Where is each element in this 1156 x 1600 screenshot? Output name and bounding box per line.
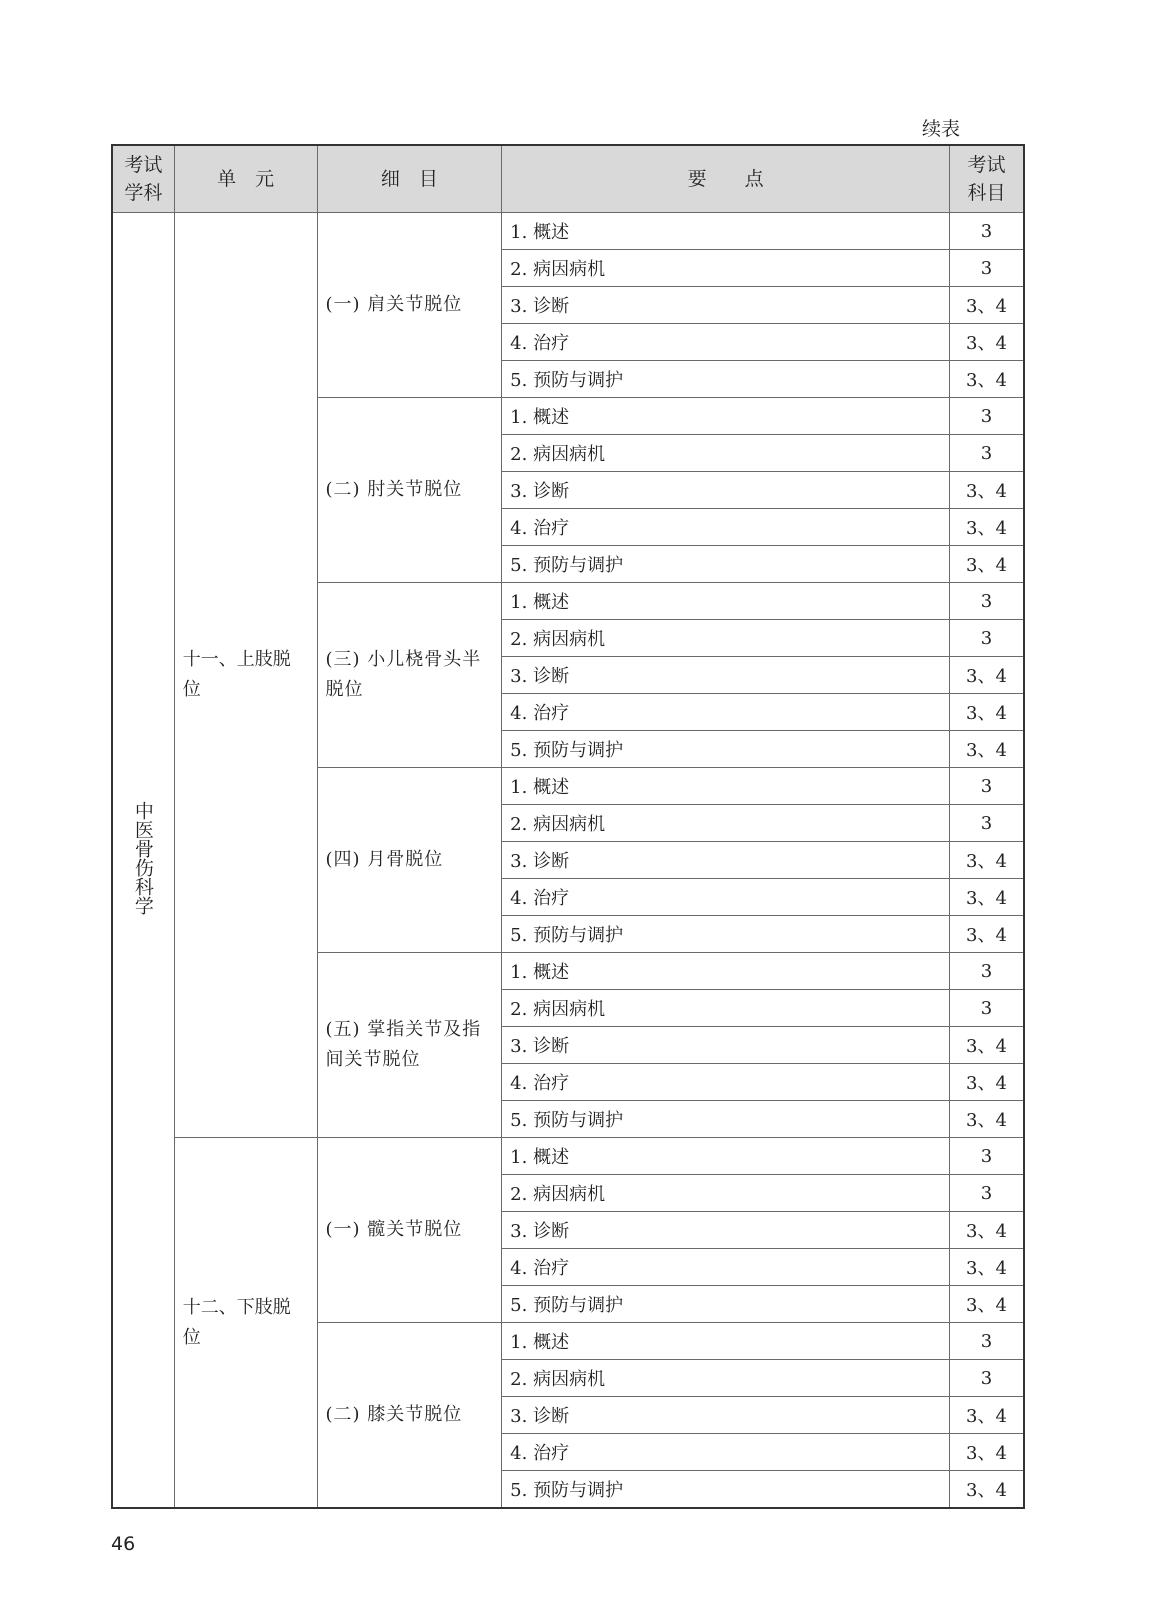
exam-cell: 3、4 bbox=[950, 1471, 1025, 1509]
exam-cell: 3、4 bbox=[950, 1212, 1025, 1249]
point-cell: 1. 概述 bbox=[502, 583, 950, 620]
exam-cell: 3 bbox=[950, 250, 1025, 287]
unit-cell: 十二、下肢脱位 bbox=[174, 1138, 317, 1509]
point-cell: 5. 预防与调护 bbox=[502, 1471, 950, 1509]
detail-cell: (五) 掌指关节及指间关节脱位 bbox=[317, 953, 502, 1138]
exam-cell: 3、4 bbox=[950, 324, 1025, 361]
unit-cell: 十一、上肢脱位 bbox=[174, 213, 317, 1138]
point-cell: 2. 病因病机 bbox=[502, 250, 950, 287]
point-cell: 1. 概述 bbox=[502, 398, 950, 435]
point-cell: 1. 概述 bbox=[502, 1138, 950, 1175]
point-cell: 4. 治疗 bbox=[502, 694, 950, 731]
point-cell: 2. 病因病机 bbox=[502, 805, 950, 842]
exam-cell: 3 bbox=[950, 213, 1025, 250]
header-point: 要 点 bbox=[502, 145, 950, 213]
point-cell: 5. 预防与调护 bbox=[502, 546, 950, 583]
point-cell: 3. 诊断 bbox=[502, 1212, 950, 1249]
exam-cell: 3、4 bbox=[950, 1286, 1025, 1323]
syllabus-table bbox=[111, 144, 1025, 1509]
point-cell: 4. 治疗 bbox=[502, 509, 950, 546]
point-cell: 1. 概述 bbox=[502, 768, 950, 805]
point-cell: 4. 治疗 bbox=[502, 879, 950, 916]
point-cell: 2. 病因病机 bbox=[502, 990, 950, 1027]
table-row bbox=[112, 213, 1024, 250]
exam-cell: 3 bbox=[950, 398, 1025, 435]
detail-cell: (二) 肘关节脱位 bbox=[317, 398, 502, 583]
point-cell: 1. 概述 bbox=[502, 1323, 950, 1360]
point-cell: 2. 病因病机 bbox=[502, 1175, 950, 1212]
point-cell: 3. 诊断 bbox=[502, 842, 950, 879]
header-row bbox=[112, 145, 1024, 213]
exam-cell: 3 bbox=[950, 953, 1025, 990]
point-cell: 3. 诊断 bbox=[502, 287, 950, 324]
subject-label: 中医骨伤科学 bbox=[131, 800, 154, 915]
header-detail: 细 目 bbox=[317, 145, 502, 213]
point-cell: 2. 病因病机 bbox=[502, 1360, 950, 1397]
exam-cell: 3、4 bbox=[950, 546, 1025, 583]
exam-cell: 3、4 bbox=[950, 1064, 1025, 1101]
point-cell: 4. 治疗 bbox=[502, 1249, 950, 1286]
point-cell: 4. 治疗 bbox=[502, 324, 950, 361]
table-row bbox=[112, 1138, 1024, 1175]
exam-cell: 3 bbox=[950, 805, 1025, 842]
exam-cell: 3 bbox=[950, 768, 1025, 805]
detail-cell: (一) 髋关节脱位 bbox=[317, 1138, 502, 1323]
exam-cell: 3、4 bbox=[950, 916, 1025, 953]
exam-cell: 3 bbox=[950, 583, 1025, 620]
exam-cell: 3、4 bbox=[950, 509, 1025, 546]
exam-cell: 3、4 bbox=[950, 694, 1025, 731]
point-cell: 1. 概述 bbox=[502, 953, 950, 990]
detail-cell: (一) 肩关节脱位 bbox=[317, 213, 502, 398]
exam-cell: 3、4 bbox=[950, 1397, 1025, 1434]
point-cell: 3. 诊断 bbox=[502, 657, 950, 694]
exam-cell: 3 bbox=[950, 1138, 1025, 1175]
detail-cell: (二) 膝关节脱位 bbox=[317, 1323, 502, 1509]
point-cell: 4. 治疗 bbox=[502, 1064, 950, 1101]
point-cell: 3. 诊断 bbox=[502, 1397, 950, 1434]
point-cell: 2. 病因病机 bbox=[502, 435, 950, 472]
header-unit: 单 元 bbox=[174, 145, 317, 213]
header-exam: 考试 科目 bbox=[950, 145, 1025, 213]
table-body bbox=[112, 213, 1024, 1509]
exam-cell: 3 bbox=[950, 1175, 1025, 1212]
point-cell: 5. 预防与调护 bbox=[502, 361, 950, 398]
exam-cell: 3 bbox=[950, 1360, 1025, 1397]
exam-cell: 3、4 bbox=[950, 361, 1025, 398]
exam-cell: 3、4 bbox=[950, 657, 1025, 694]
exam-cell: 3、4 bbox=[950, 842, 1025, 879]
continued-label: 续表 bbox=[921, 118, 960, 140]
exam-cell: 3、4 bbox=[950, 1434, 1025, 1471]
header-subject: 考试 学科 bbox=[112, 145, 174, 213]
subject-cell bbox=[112, 213, 174, 1509]
exam-cell: 3、4 bbox=[950, 1027, 1025, 1064]
exam-cell: 3 bbox=[950, 620, 1025, 657]
exam-cell: 3、4 bbox=[950, 879, 1025, 916]
detail-cell: (三) 小儿桡骨头半脱位 bbox=[317, 583, 502, 768]
point-cell: 5. 预防与调护 bbox=[502, 916, 950, 953]
exam-cell: 3 bbox=[950, 1323, 1025, 1360]
point-cell: 4. 治疗 bbox=[502, 1434, 950, 1471]
exam-cell: 3、4 bbox=[950, 472, 1025, 509]
point-cell: 5. 预防与调护 bbox=[502, 1101, 950, 1138]
point-cell: 5. 预防与调护 bbox=[502, 1286, 950, 1323]
point-cell: 3. 诊断 bbox=[502, 472, 950, 509]
point-cell: 1. 概述 bbox=[502, 213, 950, 250]
point-cell: 2. 病因病机 bbox=[502, 620, 950, 657]
exam-cell: 3、4 bbox=[950, 1249, 1025, 1286]
exam-cell: 3、4 bbox=[950, 731, 1025, 768]
point-cell: 3. 诊断 bbox=[502, 1027, 950, 1064]
exam-cell: 3 bbox=[950, 435, 1025, 472]
exam-cell: 3、4 bbox=[950, 287, 1025, 324]
exam-cell: 3 bbox=[950, 990, 1025, 1027]
page-number: 46 bbox=[111, 1533, 136, 1555]
detail-cell: (四) 月骨脱位 bbox=[317, 768, 502, 953]
exam-cell: 3、4 bbox=[950, 1101, 1025, 1138]
point-cell: 5. 预防与调护 bbox=[502, 731, 950, 768]
